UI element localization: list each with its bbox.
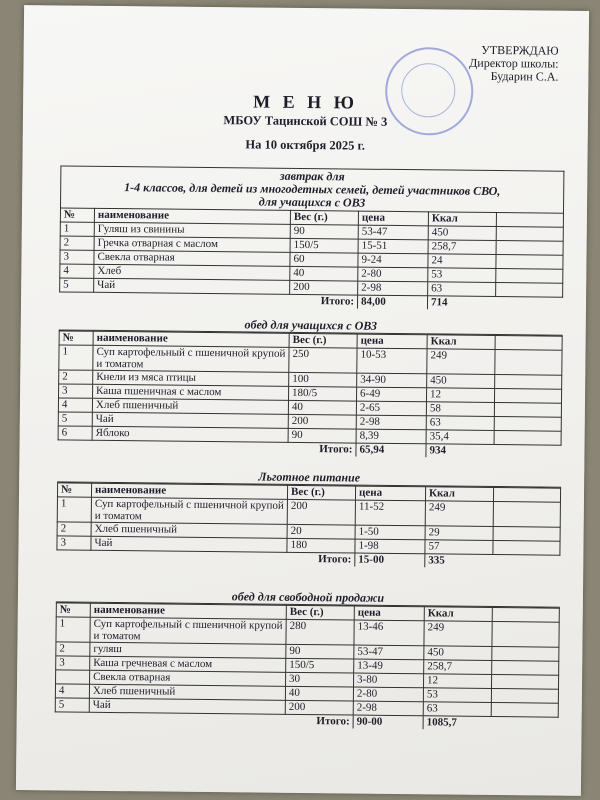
row-kcal: 249 xyxy=(427,349,495,375)
row-empty xyxy=(496,283,563,298)
row-name: Суп картофельный с пшеничной крупой и томатом xyxy=(91,497,287,524)
col-empty xyxy=(492,607,559,622)
col-num: № xyxy=(60,208,94,222)
col-kcal: Ккал xyxy=(425,487,493,502)
col-kcal: Ккал xyxy=(424,607,492,622)
total-price: 65,94 xyxy=(356,443,426,457)
row-name: Гуляш из свинины xyxy=(94,222,290,238)
row-empty xyxy=(496,269,563,284)
menu-table xyxy=(57,330,562,458)
row-name: Свекла отварная xyxy=(94,250,290,266)
row-price: 9-24 xyxy=(358,253,428,268)
row-kcal: 450 xyxy=(428,226,496,241)
row-empty xyxy=(491,688,558,703)
row-name: Чай xyxy=(89,698,285,714)
section-title: обед для свободной продажи xyxy=(56,587,560,607)
row-num: 4 xyxy=(60,264,94,278)
row-kcal: 258,7 xyxy=(424,660,492,675)
row-weight: 20 xyxy=(287,524,355,539)
row-num: 1 xyxy=(60,222,94,236)
row-empty xyxy=(491,674,558,689)
row-num: 6 xyxy=(58,426,92,440)
menu-table xyxy=(55,602,560,730)
total-kcal: 934 xyxy=(426,444,494,458)
row-weight: 200 xyxy=(288,414,356,429)
row-price: 10-53 xyxy=(357,348,427,374)
row-empty xyxy=(493,527,560,542)
lunch-ovz-section xyxy=(57,315,562,458)
approve-label: УТВЕРЖДАЮ xyxy=(481,42,559,58)
row-name: Хлеб пшеничный xyxy=(89,684,285,700)
row-name: Суп картофельный с пшеничной крупой и томатом xyxy=(90,617,286,644)
free-sale-section xyxy=(55,587,560,730)
row-price: 34-90 xyxy=(357,373,427,388)
row-empty xyxy=(491,702,558,717)
row-price: 2-80 xyxy=(353,687,423,702)
row-num: 5 xyxy=(58,412,92,426)
row-price: 6-49 xyxy=(356,387,426,402)
page-title: М Е Н Ю xyxy=(253,91,359,113)
row-price: 8,39 xyxy=(356,429,426,444)
row-empty xyxy=(494,389,561,404)
row-kcal: 63 xyxy=(426,416,494,431)
row-num: 2 xyxy=(59,370,93,384)
row-name: гуляш xyxy=(90,642,286,658)
row-price: 2-80 xyxy=(358,267,428,282)
row-weight: 150/5 xyxy=(286,658,354,673)
row-name: Суп картофельный с пшеничной крупой и томатом xyxy=(93,345,289,372)
col-price: цена xyxy=(355,486,425,501)
section-title: завтрак для 1-4 классов, для детей из многодетных семей, детей участников СВО, для учащихся с ОВЗ xyxy=(60,165,564,212)
col-weight: Вес (г.) xyxy=(290,210,358,225)
row-price: 11-52 xyxy=(355,500,425,526)
total-kcal: 1085,7 xyxy=(423,716,491,730)
row-weight: 250 xyxy=(289,347,357,373)
col-name: наименование xyxy=(93,331,289,347)
row-empty xyxy=(494,431,561,446)
col-empty xyxy=(493,488,560,503)
row-price: 3-80 xyxy=(354,673,424,688)
row-empty xyxy=(493,541,560,556)
total-price: 90-00 xyxy=(353,715,423,729)
row-name: Гречка отварная с маслом xyxy=(94,236,290,252)
row-weight: 40 xyxy=(285,686,353,701)
row-weight: 60 xyxy=(290,252,358,267)
col-price: цена xyxy=(357,334,427,349)
row-weight: 30 xyxy=(286,672,354,687)
section-title: Льготное питание xyxy=(57,467,561,487)
approval-block xyxy=(469,44,559,84)
total-label: Итого: xyxy=(320,295,355,308)
col-price: цена xyxy=(354,606,424,621)
row-price: 1-50 xyxy=(355,525,425,540)
row-price: 53-47 xyxy=(354,645,424,660)
row-empty xyxy=(492,660,559,675)
total-kcal: 714 xyxy=(427,296,495,310)
row-empty xyxy=(496,227,563,242)
row-weight: 150/5 xyxy=(290,238,358,253)
row-kcal: 58 xyxy=(426,402,494,417)
row-price: 2-65 xyxy=(356,401,426,416)
row-num: 3 xyxy=(56,656,90,670)
col-num: № xyxy=(59,331,93,345)
row-name: Хлеб пшеничный xyxy=(91,522,287,538)
menu-date: На 10 октября 2025 г. xyxy=(245,137,366,153)
row-kcal: 35,4 xyxy=(426,430,494,445)
row-empty xyxy=(494,403,561,418)
row-num: 1 xyxy=(56,617,90,642)
row-empty xyxy=(496,255,563,270)
row-num: 4 xyxy=(55,684,89,698)
benefit-meal-section xyxy=(56,467,561,568)
total-label: Итого: xyxy=(319,443,353,456)
col-name: наименование xyxy=(91,483,287,499)
col-weight: Вес (г.) xyxy=(287,485,355,500)
row-kcal: 450 xyxy=(424,646,492,661)
row-name: Кнели из мяса птицы xyxy=(93,370,289,386)
row-kcal: 24 xyxy=(428,254,496,269)
row-weight: 200 xyxy=(285,700,353,715)
row-num: 1 xyxy=(59,345,93,370)
row-price: 15-51 xyxy=(358,239,428,254)
row-weight: 200 xyxy=(287,499,355,525)
approve-position: Директор школы: xyxy=(469,55,559,71)
row-price: 13-49 xyxy=(354,659,424,674)
row-name: Каша гречневая с маслом xyxy=(90,656,286,672)
row-num: 3 xyxy=(57,536,91,550)
col-kcal: Ккал xyxy=(427,335,495,350)
row-empty xyxy=(492,621,559,647)
row-kcal: 53 xyxy=(428,268,496,283)
row-num: 5 xyxy=(60,278,94,292)
row-kcal: 63 xyxy=(423,702,491,717)
col-weight: Вес (г.) xyxy=(286,605,354,620)
row-num: 5 xyxy=(55,698,89,712)
total-label: Итого: xyxy=(316,715,350,728)
row-empty xyxy=(495,350,562,376)
row-empty xyxy=(492,646,559,661)
total-kcal: 335 xyxy=(425,554,493,568)
row-name: Каша пшеничная с маслом xyxy=(93,384,289,400)
row-weight: 90 xyxy=(288,428,356,443)
row-num: 1 xyxy=(57,497,91,522)
row-weight: 100 xyxy=(289,372,357,387)
row-num: 2 xyxy=(60,236,94,250)
row-price: 2-98 xyxy=(353,701,423,716)
total-price: 84,00 xyxy=(357,295,427,309)
row-name: Хлеб пшеничный xyxy=(92,398,288,414)
row-price: 1-98 xyxy=(355,539,425,554)
col-num: № xyxy=(57,483,91,497)
row-price: 13-46 xyxy=(354,620,424,646)
col-price: цена xyxy=(358,211,428,226)
row-price: 53-47 xyxy=(358,225,428,240)
breakfast-section xyxy=(59,165,564,310)
approve-signatory: Бударин С.А. xyxy=(490,68,559,84)
row-name: Хлеб xyxy=(94,264,290,280)
row-weight: 200 xyxy=(290,280,358,295)
total-price: 15-00 xyxy=(355,553,425,567)
section-title: обед для учащихся с ОВЗ xyxy=(59,315,563,335)
col-name: наименование xyxy=(90,603,286,619)
row-name: Яблоко xyxy=(92,426,288,442)
row-num: 3 xyxy=(60,250,94,264)
row-kcal: 53 xyxy=(423,688,491,703)
menu-sheet xyxy=(16,5,589,796)
row-weight: 90 xyxy=(290,224,358,239)
row-kcal: 12 xyxy=(423,674,491,689)
col-empty xyxy=(495,336,562,351)
col-name: наименование xyxy=(94,208,290,224)
row-name: Свекла отварная xyxy=(90,670,286,686)
row-kcal: 63 xyxy=(428,282,496,297)
col-weight: Вес (г.) xyxy=(289,333,357,348)
row-name: Чай xyxy=(91,536,287,552)
row-name: Чай xyxy=(94,278,290,294)
row-kcal: 57 xyxy=(425,540,493,555)
row-empty xyxy=(495,375,562,390)
school-name: МБОУ Тацинской СОШ № 3 xyxy=(223,113,388,129)
row-price: 2-98 xyxy=(358,281,428,296)
row-weight: 40 xyxy=(288,400,356,415)
menu-table xyxy=(56,482,561,568)
row-weight: 280 xyxy=(286,619,354,645)
row-kcal: 249 xyxy=(424,621,492,647)
row-kcal: 258,7 xyxy=(428,240,496,255)
row-kcal: 12 xyxy=(426,388,494,403)
row-kcal: 450 xyxy=(427,374,495,389)
col-kcal: Ккал xyxy=(428,212,496,227)
row-kcal: 249 xyxy=(425,501,493,527)
row-num: 2 xyxy=(56,642,90,656)
col-empty xyxy=(496,213,563,228)
row-price: 2-98 xyxy=(356,415,426,430)
row-num xyxy=(56,670,90,684)
row-weight: 180/5 xyxy=(289,386,357,401)
row-name: Чай xyxy=(92,412,288,428)
row-weight: 90 xyxy=(286,644,354,659)
row-empty xyxy=(496,241,563,256)
row-weight: 180 xyxy=(287,538,355,553)
total-label: Итого: xyxy=(318,553,352,566)
row-empty xyxy=(494,417,561,432)
menu-table xyxy=(59,207,564,310)
row-num: 3 xyxy=(59,384,93,398)
row-num: 4 xyxy=(58,398,92,412)
row-num: 2 xyxy=(57,522,91,536)
row-kcal: 29 xyxy=(425,526,493,541)
row-empty xyxy=(493,502,560,528)
col-num: № xyxy=(56,603,90,617)
row-weight: 40 xyxy=(290,266,358,281)
